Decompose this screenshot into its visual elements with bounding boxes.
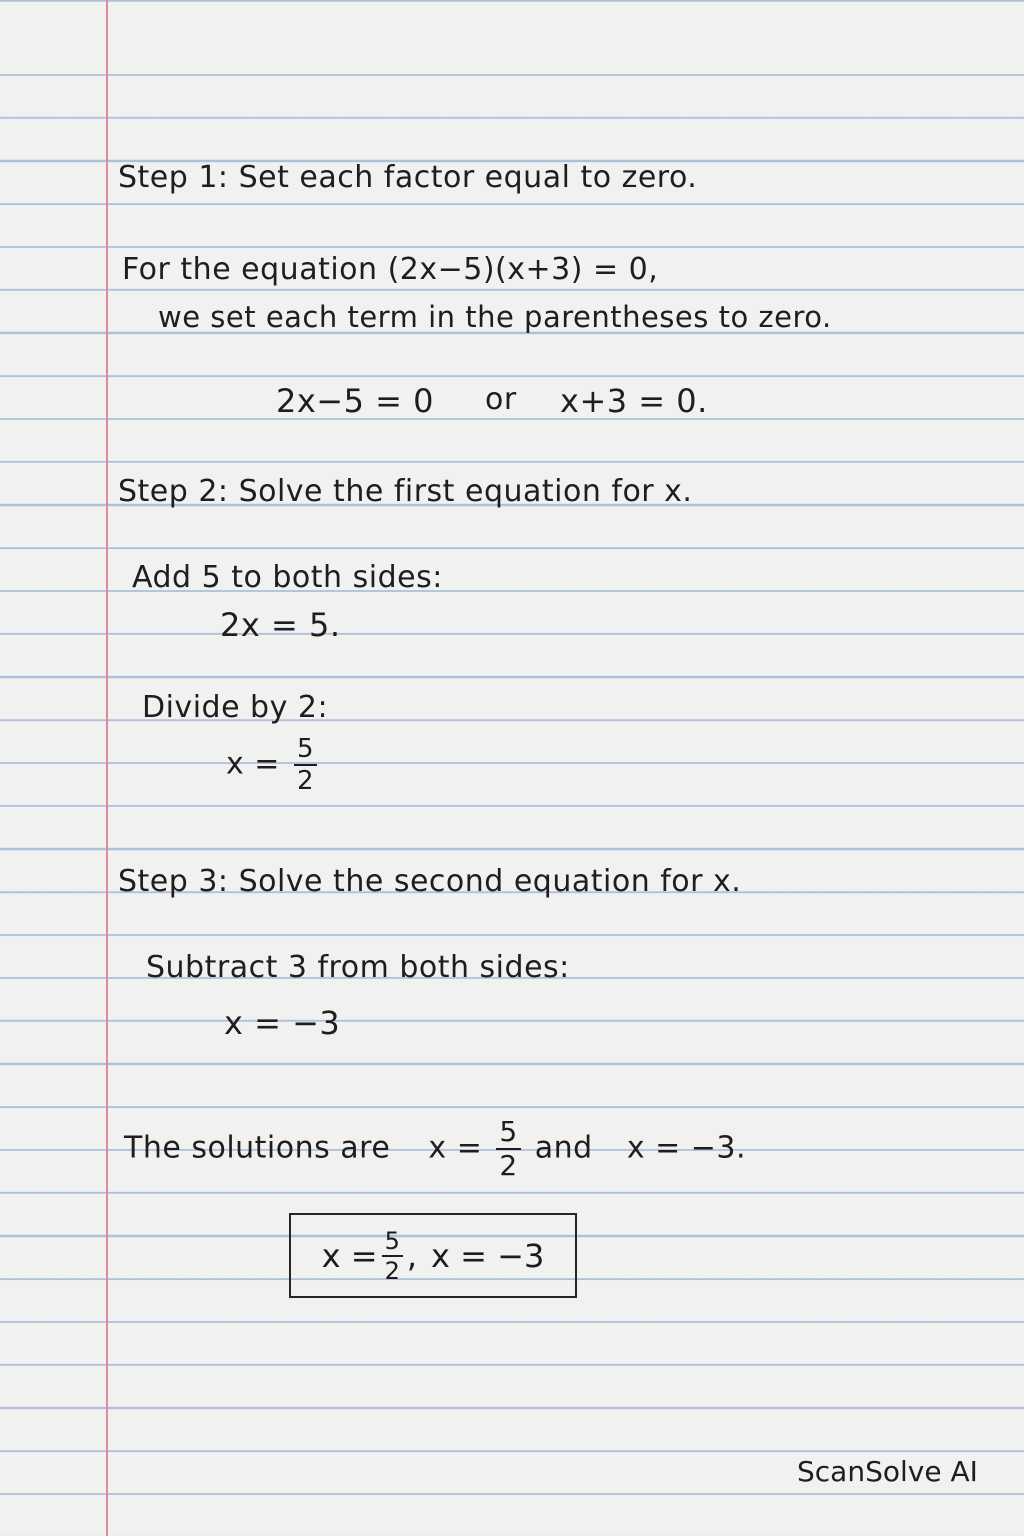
fraction [496,1115,520,1182]
step2-instruction2: Divide by 2: [142,690,329,725]
step2-instruction1: Add 5 to both sides: [132,560,443,595]
step2-result2 [226,736,321,794]
margin-line [106,0,108,1536]
step2-result1: 2x = 5. [220,606,341,644]
step3-result: x = −3 [224,1004,341,1042]
step1-intro-line1: For the equation (2x−5)(x+3) = 0, [122,252,659,287]
final-x2: x = −3 [431,1236,545,1275]
step3-instruction: Subtract 3 from both sides: [146,950,570,985]
fraction-denominator: 2 [296,766,315,796]
fraction-denominator: 2 [384,1256,400,1285]
fraction-numerator: 5 [384,1226,400,1255]
final-separator: , [406,1236,418,1275]
fraction-numerator: 5 [499,1115,518,1148]
step3-heading: Step 3: Solve the second equation for x. [118,864,742,899]
conclusion-x1-prefix: x = [428,1130,483,1166]
conclusion-line [124,1115,747,1182]
step2-heading: Step 2: Solve the first equation for x. [118,474,693,509]
step1-intro-line2: we set each term in the parentheses to zero. [158,300,832,334]
fraction [294,736,317,794]
conclusion-joiner: and [534,1130,593,1166]
brand-label: ScanSolve AI [797,1455,978,1488]
final-answer-box [289,1213,577,1298]
step2-result2-prefix: x = [226,746,280,782]
fraction-denominator: 2 [499,1149,518,1182]
conclusion-lead: The solutions are [124,1130,391,1166]
step1-heading: Step 1: Set each factor equal to zero. [118,160,698,195]
conclusion-x2: x = −3. [626,1130,747,1166]
fraction [382,1226,403,1285]
fraction-numerator: 5 [296,734,315,764]
step1-connector: or [485,382,517,417]
step1-eq-left: 2x−5 = 0 [276,382,434,420]
step1-eq-right: x+3 = 0. [560,382,708,420]
final-x1-prefix: x = [321,1236,378,1275]
